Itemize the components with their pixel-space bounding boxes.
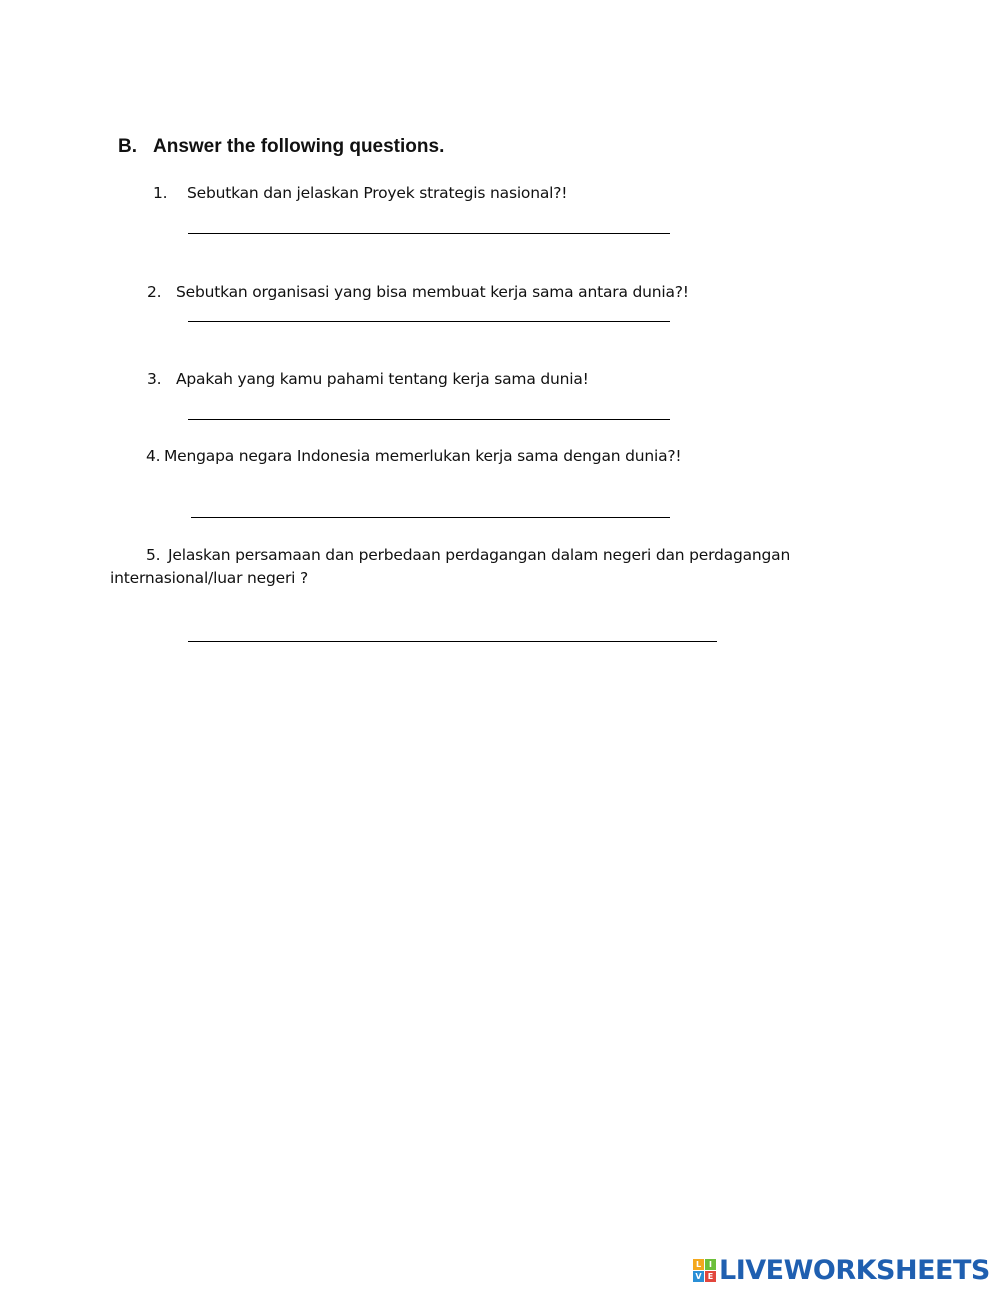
logo-tile: V — [693, 1271, 704, 1282]
section-heading — [118, 136, 444, 158]
question-3 — [147, 370, 589, 388]
question-text: Sebutkan organisasi yang bisa membuat kerja sama antara dunia?! — [176, 283, 689, 301]
section-title: Answer the following questions. — [153, 136, 445, 157]
answer-input-1[interactable] — [188, 210, 674, 234]
question-text: Apakah yang kamu pahami tentang kerja sama dunia! — [176, 370, 589, 388]
question-text: Mengapa negara Indonesia memerlukan kerja sama dengan dunia?! — [164, 447, 682, 465]
question-number: 4. — [146, 447, 161, 465]
question-number: 3. — [147, 370, 162, 388]
logo-tile: E — [705, 1271, 716, 1282]
logo-icon — [693, 1259, 716, 1282]
answer-input-4[interactable] — [191, 494, 674, 518]
question-number: 5. — [146, 546, 161, 564]
question-4 — [146, 447, 681, 465]
question-5 — [110, 544, 910, 590]
question-text: Sebutkan dan jelaskan Proyek strategis nasional?! — [187, 184, 568, 202]
liveworksheets-logo — [693, 1255, 990, 1285]
question-number: 2. — [147, 283, 162, 301]
logo-tile: I — [705, 1259, 716, 1270]
section-letter: B. — [118, 136, 137, 157]
answer-input-2[interactable] — [188, 298, 674, 322]
answer-input-5[interactable] — [188, 618, 721, 642]
question-1 — [153, 184, 567, 202]
question-text: Jelaskan persamaan dan perbedaan perdagangan dalam negeri dan perdagangan internasional/luar negeri ? — [110, 546, 791, 587]
question-number: 1. — [153, 184, 168, 202]
answer-input-3[interactable] — [188, 396, 674, 420]
logo-tile: L — [693, 1259, 704, 1270]
logo-text: LIVEWORKSHEETS — [719, 1254, 990, 1286]
